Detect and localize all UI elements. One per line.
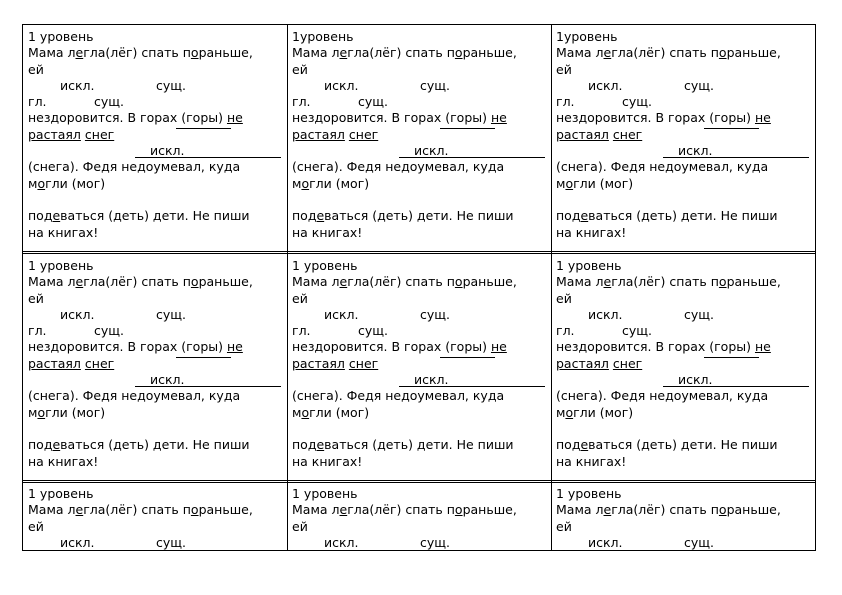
sentence-line: нездоровится. В горах (горы) не xyxy=(28,110,243,126)
sentence-line: нездоровится. В горах (горы) не xyxy=(556,110,771,126)
blank-line xyxy=(28,421,286,437)
level-label: 1 уровень xyxy=(556,258,622,273)
annotation-sush: сущ. xyxy=(358,323,389,339)
sentence-line: Мама легла(лёг) спать пораньше, xyxy=(28,274,253,290)
annotation-line xyxy=(556,323,814,339)
annotation-sush: сущ. xyxy=(622,323,653,339)
exercise-card xyxy=(28,486,286,551)
annotation-sush: сущ. xyxy=(684,534,715,550)
annotation-line xyxy=(556,94,814,110)
sentence-line: подеваться (деть) дети. Не пиши xyxy=(292,208,514,224)
exercise-card xyxy=(556,486,814,551)
annotation-gl: гл. xyxy=(28,323,47,339)
sentence-line: ей xyxy=(556,290,572,306)
annotation-sush: сущ. xyxy=(156,534,187,550)
annotation-sush: сущ. xyxy=(94,323,125,339)
annotation-line xyxy=(28,94,286,110)
annotation-iskl: искл. xyxy=(150,143,185,159)
sentence-line: ей xyxy=(28,290,44,306)
annotation-line xyxy=(556,143,814,159)
sentence-line: растаял снег xyxy=(28,356,286,372)
annotation-line xyxy=(28,372,286,388)
annotation-sush: сущ. xyxy=(156,306,187,322)
sentence-line: растаял снег xyxy=(292,356,550,372)
annotation-gl: гл. xyxy=(556,94,575,110)
annotation-line xyxy=(292,94,550,110)
annotation-sush: сущ. xyxy=(684,306,715,322)
sentence-line: Мама легла(лёг) спать пораньше, xyxy=(556,502,781,518)
sentence-line: на книгах! xyxy=(556,224,627,240)
level-label: 1 уровень xyxy=(28,486,94,501)
annotation-iskl: искл. xyxy=(324,534,359,550)
sentence-line: нездоровится. В горах (горы) не xyxy=(292,339,507,355)
sentence-line: нездоровится. В горах (горы) не xyxy=(28,339,243,355)
annotation-sush: сущ. xyxy=(684,77,715,93)
sentence-line: (снега). Федя недоумевал, куда xyxy=(292,159,505,175)
sentence-line: нездоровится. В горах (горы) не xyxy=(292,110,507,126)
annotation-line xyxy=(28,78,286,94)
level-label: 1уровень xyxy=(556,29,618,44)
sentence-line: Мама легла(лёг) спать пораньше, xyxy=(556,274,781,290)
annotation-line xyxy=(556,78,814,94)
annotation-iskl: искл. xyxy=(678,372,713,388)
sentence-line: ей xyxy=(556,518,572,534)
sentence-line: ей xyxy=(292,518,308,534)
sentence-line: (снега). Федя недоумевал, куда xyxy=(556,159,769,175)
exercise-card xyxy=(28,258,286,470)
annotation-gl: гл. xyxy=(292,94,311,110)
annotation-iskl: искл. xyxy=(414,143,449,159)
sentence-line: (снега). Федя недоумевал, куда xyxy=(292,388,505,404)
annotation-line xyxy=(292,143,550,159)
sentence-line: Мама легла(лёг) спать пораньше, xyxy=(28,45,253,61)
annotation-iskl: искл. xyxy=(588,77,623,93)
annotation-line xyxy=(292,307,550,323)
annotation-line xyxy=(292,535,550,551)
row-divider xyxy=(23,480,815,483)
annotation-sush: сущ. xyxy=(420,306,451,322)
blank-line xyxy=(292,192,550,208)
blank-line xyxy=(556,421,814,437)
level-label: 1 уровень xyxy=(28,29,94,44)
sentence-line: растаял снег xyxy=(556,356,814,372)
sentence-line: могли (мог) xyxy=(292,404,370,420)
sentence-line: растаял снег xyxy=(28,127,286,143)
sentence-line: на книгах! xyxy=(556,453,627,469)
annotation-sush: сущ. xyxy=(622,94,653,110)
exercise-card xyxy=(28,29,286,241)
sentence-line: ей xyxy=(556,61,572,77)
column-divider xyxy=(287,25,288,550)
sentence-line: растаял снег xyxy=(556,127,814,143)
level-label: 1 уровень xyxy=(28,258,94,273)
blank-line xyxy=(292,421,550,437)
annotation-sush: сущ. xyxy=(420,77,451,93)
level-label: 1 уровень xyxy=(292,486,358,501)
sentence-line: подеваться (деть) дети. Не пиши xyxy=(28,437,250,453)
blank-line xyxy=(556,192,814,208)
exercise-card xyxy=(556,258,814,470)
annotation-line xyxy=(28,307,286,323)
sentence-line: на книгах! xyxy=(292,453,363,469)
sentence-line: подеваться (деть) дети. Не пиши xyxy=(292,437,514,453)
annotation-line xyxy=(28,143,286,159)
sentence-line: могли (мог) xyxy=(28,175,106,191)
annotation-sush: сущ. xyxy=(420,534,451,550)
annotation-line xyxy=(28,535,286,551)
blank-line xyxy=(28,192,286,208)
sentence-line: растаял снег xyxy=(292,127,550,143)
sentence-line: (снега). Федя недоумевал, куда xyxy=(28,159,241,175)
sentence-line: подеваться (деть) дети. Не пиши xyxy=(556,208,778,224)
annotation-line xyxy=(292,323,550,339)
sentence-line: Мама легла(лёг) спать пораньше, xyxy=(556,45,781,61)
column-divider xyxy=(551,25,552,550)
annotation-iskl: искл. xyxy=(324,306,359,322)
sentence-line: ей xyxy=(292,290,308,306)
annotation-gl: гл. xyxy=(28,94,47,110)
sentence-line: подеваться (деть) дети. Не пиши xyxy=(28,208,250,224)
row-divider xyxy=(23,251,815,254)
sentence-line: Мама легла(лёг) спать пораньше, xyxy=(292,45,517,61)
sentence-line: (снега). Федя недоумевал, куда xyxy=(28,388,241,404)
annotation-iskl: искл. xyxy=(588,306,623,322)
sentence-line: ей xyxy=(292,61,308,77)
sentence-line: Мама легла(лёг) спать пораньше, xyxy=(292,274,517,290)
sentence-line: нездоровится. В горах (горы) не xyxy=(556,339,771,355)
sentence-line: Мама легла(лёг) спать пораньше, xyxy=(28,502,253,518)
level-label: 1 уровень xyxy=(556,486,622,501)
sentence-line: на книгах! xyxy=(292,224,363,240)
annotation-line xyxy=(292,372,550,388)
exercise-card xyxy=(292,258,550,470)
annotation-iskl: искл. xyxy=(60,534,95,550)
annotation-line xyxy=(556,372,814,388)
sentence-line: на книгах! xyxy=(28,224,99,240)
sentence-line: могли (мог) xyxy=(556,404,634,420)
exercise-card xyxy=(292,486,550,551)
sentence-line: подеваться (деть) дети. Не пиши xyxy=(556,437,778,453)
sentence-line: ей xyxy=(28,61,44,77)
sentence-line: ей xyxy=(28,518,44,534)
sentence-line: могли (мог) xyxy=(556,175,634,191)
sentence-line: на книгах! xyxy=(28,453,99,469)
sentence-line: могли (мог) xyxy=(28,404,106,420)
annotation-sush: сущ. xyxy=(94,94,125,110)
annotation-iskl: искл. xyxy=(60,306,95,322)
sentence-line: (снега). Федя недоумевал, куда xyxy=(556,388,769,404)
annotation-iskl: искл. xyxy=(678,143,713,159)
annotation-iskl: искл. xyxy=(414,372,449,388)
annotation-iskl: искл. xyxy=(324,77,359,93)
level-label: 1уровень xyxy=(292,29,354,44)
exercise-card xyxy=(292,29,550,241)
sentence-line: Мама легла(лёг) спать пораньше, xyxy=(292,502,517,518)
annotation-iskl: искл. xyxy=(60,77,95,93)
annotation-line xyxy=(292,78,550,94)
annotation-gl: гл. xyxy=(556,323,575,339)
level-label: 1 уровень xyxy=(292,258,358,273)
annotation-line xyxy=(556,307,814,323)
annotation-iskl: искл. xyxy=(588,534,623,550)
annotation-sush: сущ. xyxy=(358,94,389,110)
sentence-line: могли (мог) xyxy=(292,175,370,191)
annotation-iskl: искл. xyxy=(150,372,185,388)
annotation-line xyxy=(556,535,814,551)
annotation-sush: сущ. xyxy=(156,77,187,93)
annotation-gl: гл. xyxy=(292,323,311,339)
exercise-card xyxy=(556,29,814,241)
annotation-line xyxy=(28,323,286,339)
